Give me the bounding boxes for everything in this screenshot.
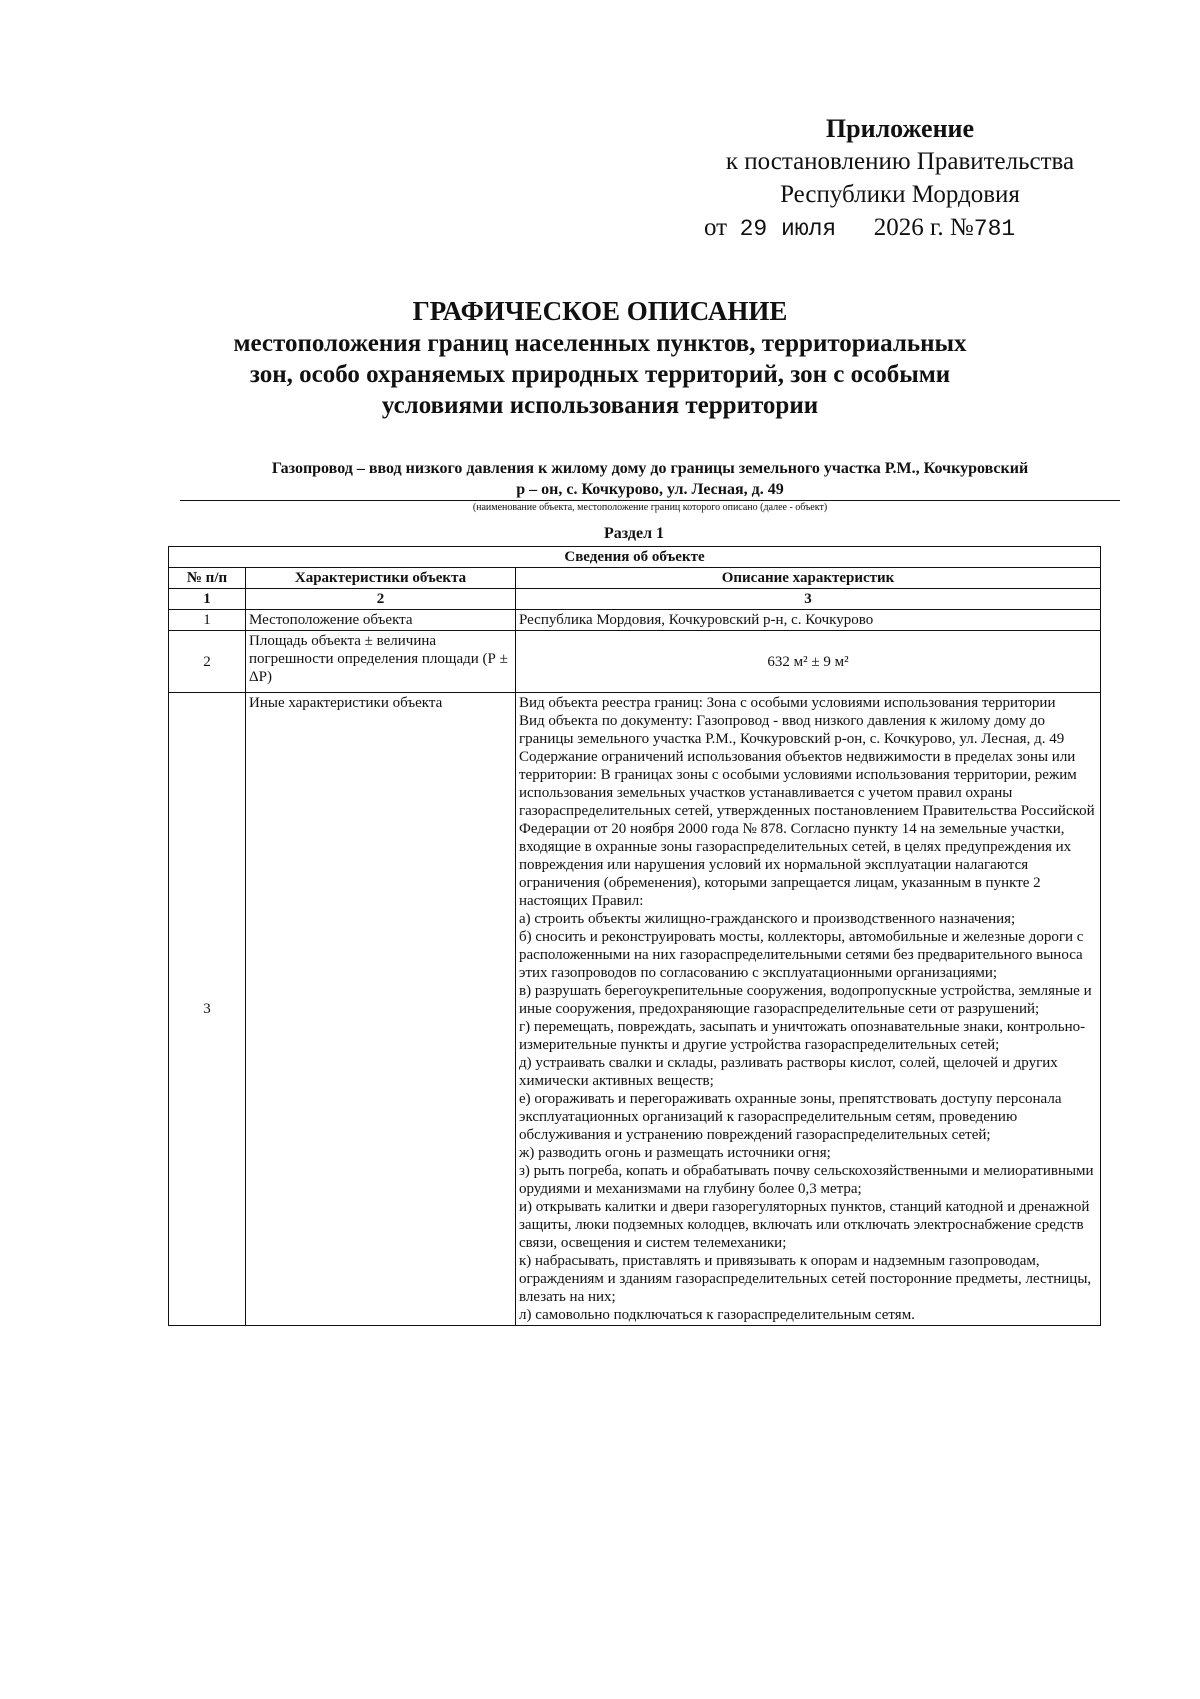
description-line: Вид объекта по документу: Газопровод - ввод низкого давления к жилому дому до границы земельного участка Р.М., Кочкуровский р-он, с. Кочкурово, ул. Лесная, д. 49	[519, 713, 1065, 747]
table-title: Сведения об объекте	[169, 547, 1101, 568]
header-number-1: 1	[169, 589, 246, 610]
header-description: Описание характеристик	[516, 568, 1101, 589]
title-sub-2: зон, особо охраняемых природных территорий, зон с особыми	[249, 361, 951, 388]
description-line: а) строить объекты жилищно-гражданского и производственного назначения;	[519, 911, 1016, 927]
description-line: и) открывать калитки и двери газорегуляторных пунктов, станций катодной и дренажной защиты, люки подземных колодцев, включать или отключать электроснабжение средств связи, освещения и систем телемеханики;	[519, 1199, 1090, 1251]
row-number: 1	[169, 610, 246, 631]
row-value-list	[516, 693, 1101, 1326]
title-sub-3: условиями использования территории	[381, 392, 819, 419]
row-value: Республика Мордовия, Кочкуровский р-н, с. Кочкурово	[516, 610, 1101, 631]
description-line: ж) разводить огонь и размещать источники огня;	[519, 1145, 831, 1161]
description-line: б) сносить и реконструировать мосты, коллекторы, автомобильные и железные дороги с расположенными на них газораспределительными сетями без предварительного выноса этих газопроводов по согласованию с эксплуатационными организациями;	[519, 929, 1084, 981]
description-line: д) устраивать свалки и склады, разливать растворы кислот, солей, щелочей и других химически активных веществ;	[519, 1055, 1058, 1089]
row-characteristic: Площадь объекта ± величина погрешности определения площади (Р ± ΔР)	[246, 631, 516, 693]
appendix-title: Приложение	[825, 114, 975, 143]
description-line: Вид объекта реестра границ: Зона с особыми условиями использования территории	[519, 695, 1056, 711]
object-name-line-1: Газопровод – ввод низкого давления к жилому дому до границы земельного участка Р.М., Кочкуровский	[271, 460, 1029, 477]
table-number-row	[169, 589, 1101, 610]
row-characteristic: Иные характеристики объекта	[246, 693, 516, 1326]
description-line: Содержание ограничений использования объектов недвижимости в пределах зоны или территории: В границах зоны с особыми условиями использования территории, режим использования земельных участков устанавливается с учетом правил охраны газораспределительных сетей, утвержденных постановлением Правительства Российской Федерации от 20 ноября 2000 года № 878. Согласно пункту 14 на земельные участки, входящие в охранные зоны газораспределительных сетей, в целях предупреждения их повреждения или нарушения условий их нормальной эксплуатации налагаются ограничения (обременения), которыми запрещается лицам, указанным в пункте 2 настоящих Правил:	[519, 749, 1095, 909]
header-no: № п/п	[169, 568, 246, 589]
header-number-3: 3	[516, 589, 1101, 610]
table-row	[169, 610, 1101, 631]
description-line: е) огораживать и перегораживать охранные зоны, препятствовать доступу персонала эксплуатационных организаций к газораспределительным сетям, проведению обслуживания и устранению повреждений газораспределительных сетей;	[519, 1091, 1062, 1143]
row-value: 632 м² ± 9 м²	[516, 631, 1101, 693]
object-name-line-2: р – он, с. Кочкурово, ул. Лесная, д. 49	[180, 479, 1120, 501]
description-line: л) самовольно подключаться к газораспределительным сетям.	[519, 1307, 915, 1323]
description-line: к) набрасывать, приставлять и привязывать к опорам и надземным газопроводам, ограждениям и зданиям газораспределительных сетей посторонние предметы, лестницы, влезать на них;	[519, 1253, 1092, 1305]
title-main: ГРАФИЧЕСКОЕ ОПИСАНИЕ	[412, 296, 788, 326]
decree-number: 781	[973, 216, 1016, 242]
decree-year-no: 2026 г. №	[873, 214, 974, 241]
description-line: в) разрушать берегоукрепительные сооружения, водопропускные устройства, земляные и иные сооружения, предохраняющие газораспределительные сети от разрушений;	[519, 983, 1092, 1017]
object-name-block	[180, 458, 1120, 514]
table-header-row	[169, 568, 1101, 589]
appendix-line-2: Республики Мордовия	[780, 181, 1020, 208]
row-characteristic: Местоположение объекта	[246, 610, 516, 631]
appendix-date-line	[700, 211, 1100, 246]
header-number-2: 2	[246, 589, 516, 610]
decree-date: 29 июля	[739, 216, 837, 242]
date-prefix: от	[704, 214, 728, 241]
document-title	[150, 294, 1050, 421]
table-row	[169, 631, 1101, 693]
object-info-table	[168, 546, 1101, 1326]
title-sub-1: местоположения границ населенных пунктов, территориальных	[233, 330, 967, 357]
row-number: 3	[169, 693, 246, 1326]
section-title: Раздел 1	[603, 525, 665, 542]
description-line: з) рыть погреба, копать и обрабатывать почву сельскохозяйственными и мелиоративными орудиями и механизмами на глубину более 0,3 метра;	[519, 1163, 1094, 1197]
row-number: 2	[169, 631, 246, 693]
table-row	[169, 693, 1101, 1326]
object-name-caption: (наименование объекта, местоположение границ которого описано (далее - объект)	[472, 502, 828, 513]
header-characteristics: Характеристики объекта	[246, 568, 516, 589]
table-title-row	[169, 547, 1101, 568]
appendix-block	[700, 112, 1100, 246]
appendix-line-1: к постановлению Правительства	[725, 148, 1075, 175]
description-line: г) перемещать, повреждать, засыпать и уничтожать опознавательные знаки, контрольно-измерительные пункты и другие устройства газораспределительных сетей;	[519, 1019, 1086, 1053]
